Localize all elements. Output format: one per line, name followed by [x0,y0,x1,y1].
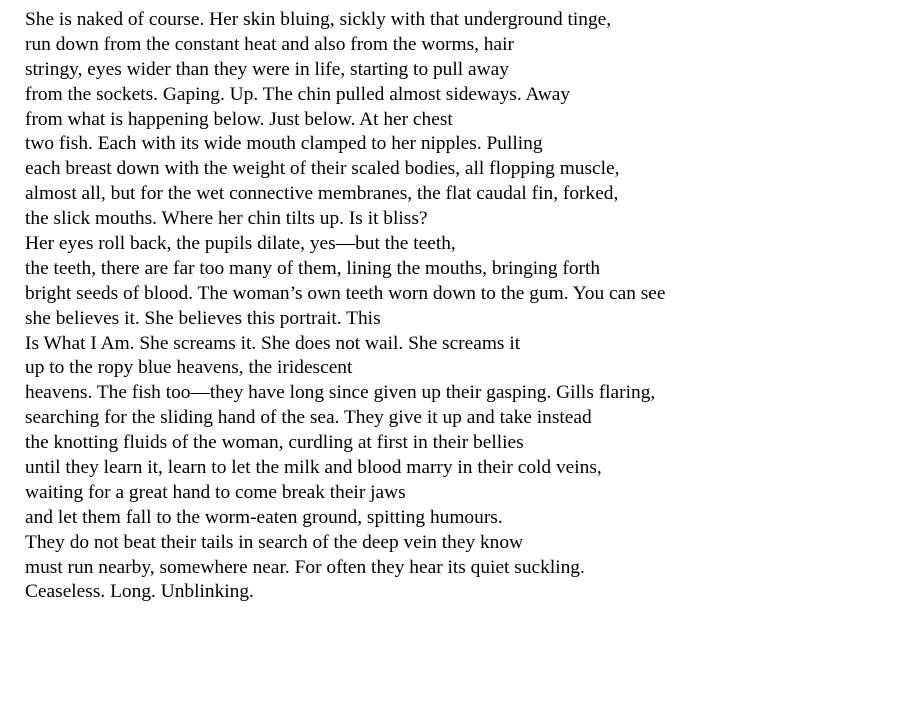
poem-line: stringy, eyes wider than they were in life, starting to pull away [25,58,509,80]
poem-text [25,8,666,605]
poem-line: bright seeds of blood. The woman’s own teeth worn down to the gum. You can see [25,282,666,304]
poem-line: she believes it. She believes this portrait. This [25,307,381,329]
poem-line: until they learn it, learn to let the milk and blood marry in their cold veins, [25,457,602,479]
poem-line: run down from the constant heat and also from the worms, hair [25,33,514,55]
poem-line: Is What I Am. She screams it. She does not wail. She screams it [25,332,521,354]
poem-line: the slick mouths. Where her chin tilts up. Is it bliss? [25,208,428,230]
poem-line: Ceaseless. Long. Unblinking. [25,581,254,603]
poem-line: Her eyes roll back, the pupils dilate, yes—but the teeth, [25,233,456,255]
poem-line: waiting for a great hand to come break their jaws [25,481,406,503]
poem-line: the knotting fluids of the woman, curdling at first in their bellies [25,432,524,454]
poem-line: They do not beat their tails in search of the deep vein they know [25,531,524,553]
poem-line: from what is happening below. Just below. At her chest [25,108,453,130]
poem-line: each breast down with the weight of their scaled bodies, all flopping muscle, [25,158,620,180]
poem-line: She is naked of course. Her skin bluing, sickly with that underground tinge, [25,9,612,30]
poem-line: from the sockets. Gaping. Up. The chin pulled almost sideways. Away [25,83,571,105]
poem-line: almost all, but for the wet connective membranes, the flat caudal fin, forked, [25,183,619,205]
poem-line: the teeth, there are far too many of them, lining the mouths, bringing forth [25,257,601,279]
poem-line: and let them fall to the worm-eaten ground, spitting humours. [25,506,503,528]
poem-line: two fish. Each with its wide mouth clamped to her nipples. Pulling [25,133,543,155]
poem-line: searching for the sliding hand of the sea. They give it up and take instead [25,407,592,429]
poem-line: heavens. The fish too—they have long since given up their gasping. Gills flaring, [25,382,656,404]
poem-line: up to the ropy blue heavens, the iridescent [25,357,353,379]
poem-line: must run nearby, somewhere near. For often they hear its quiet suckling. [25,556,585,578]
